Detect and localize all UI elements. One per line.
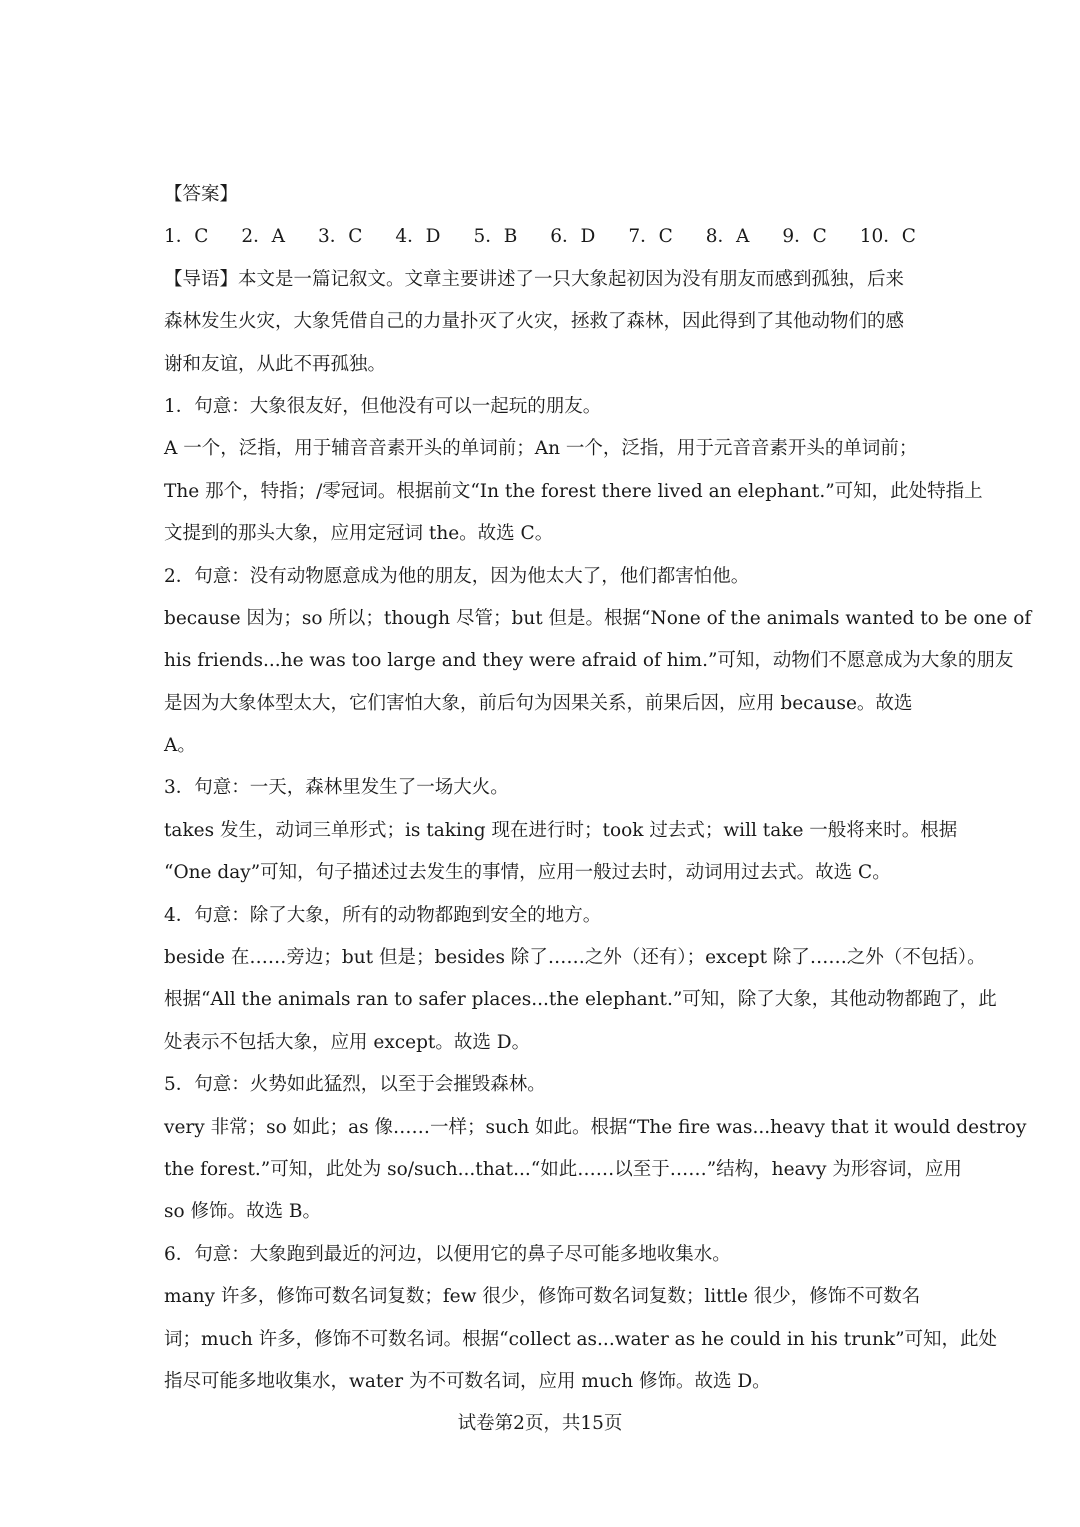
answer-item: 8．A	[705, 226, 750, 248]
question-4-explanation: 处表示不包括大象，应用 except。故选 D。	[164, 1031, 531, 1053]
page-footer: 试卷第2页，共15页	[457, 1413, 623, 1434]
answer-item: 1．C	[164, 226, 209, 248]
question-6-meaning: 6．句意：大象跑到最近的河边，以便用它的鼻子尽可能多地收集水。	[164, 1243, 731, 1265]
intro-line: 谢和友谊，从此不再孤独。	[164, 353, 387, 375]
answer-item: 6．D	[550, 226, 596, 248]
question-4-explanation: 根据“All the animals ran to safer places...the elephant.”可知，除了大象，其他动物都跑了，此	[164, 989, 997, 1011]
question-2-explanation: 是因为大象体型太大，它们害怕大象，前后句为因果关系，前果后因，应用 because。故选	[164, 692, 913, 714]
answer-item: 10．C	[859, 226, 916, 248]
question-6-explanation: many 许多，修饰可数名词复数；few 很少，修饰可数名词复数；little 很少，修饰不可数名	[164, 1286, 921, 1308]
question-1-explanation: A 一个，泛指，用于辅音音素开头的单词前；An 一个，泛指，用于元音音素开头的单词前；	[164, 438, 918, 460]
answer-item: 5．B	[473, 226, 518, 248]
question-3-meaning: 3．句意：一天，森林里发生了一场大火。	[164, 777, 509, 799]
answer-item: 3．C	[317, 226, 363, 248]
answer-header: 【答案】	[164, 184, 239, 205]
question-4-explanation: beside 在……旁边；but 但是；besides 除了……之外（还有）；except 除了……之外（不包括）。	[164, 947, 986, 969]
question-2-explanation: A。	[164, 735, 196, 757]
question-4-meaning: 4．句意：除了大象，所有的动物都跑到安全的地方。	[164, 904, 602, 926]
question-5-explanation: the forest.”可知，此处为 so/such...that...“如此……以至于……”结构，heavy 为形容词，应用	[164, 1158, 962, 1180]
intro-line: 【导语】本文是一篇记叙文。文章主要讲述了一只大象起初因为没有朋友而感到孤独，后来	[164, 268, 905, 290]
question-5-explanation: so 修饰。故选 B。	[164, 1201, 321, 1223]
question-1-meaning: 1．句意：大象很友好，但他没有可以一起玩的朋友。	[164, 395, 602, 417]
question-5-meaning: 5．句意：火势如此猛烈，以至于会摧毁森林。	[164, 1074, 546, 1096]
question-2-explanation: his friends...he was too large and they were afraid of him.”可知，动物们不愿意成为大象的朋友	[164, 650, 1014, 672]
question-3-explanation: takes 发生，动词三单形式；is taking 现在进行时；took 过去式；will take 一般将来时。根据	[164, 819, 958, 841]
question-5-explanation: very 非常；so 如此；as 像……一样；such 如此。根据“The fire was...heavy that it would destroy	[164, 1116, 1027, 1138]
question-6-explanation: 指尽可能多地收集水，water 为不可数名词，应用 much 修饰。故选 D。	[164, 1370, 771, 1392]
answer-key-row	[164, 216, 916, 258]
answer-item: 2．A	[241, 226, 286, 248]
question-1-explanation: The 那个，特指；/零冠词。根据前文“In the forest there lived an elephant.”可知，此处特指上	[164, 480, 983, 502]
question-3-explanation: “One day”可知，句子描述过去发生的事情，应用一般过去时，动词用过去式。故选 C。	[164, 862, 891, 884]
answer-item: 4．D	[395, 226, 441, 248]
intro-line: 森林发生火灾，大象凭借自己的力量扑灭了火灾，拯救了森林，因此得到了其他动物们的感	[164, 311, 905, 333]
answer-item: 9．C	[782, 226, 827, 248]
question-6-explanation: 词；much 许多，修饰不可数名词。根据“collect as...water as he could in his trunk”可知，此处	[164, 1328, 998, 1350]
question-2-explanation: because 因为；so 所以；though 尽管；but 但是。根据“None of the animals wanted to be one of	[164, 607, 1032, 629]
question-1-explanation: 文提到的那头大象，应用定冠词 the。故选 C。	[164, 523, 554, 545]
question-2-meaning: 2．句意：没有动物愿意成为他的朋友，因为他太大了，他们都害怕他。	[164, 565, 750, 587]
answer-item: 7．C	[628, 226, 673, 248]
document-body	[164, 174, 1032, 1403]
